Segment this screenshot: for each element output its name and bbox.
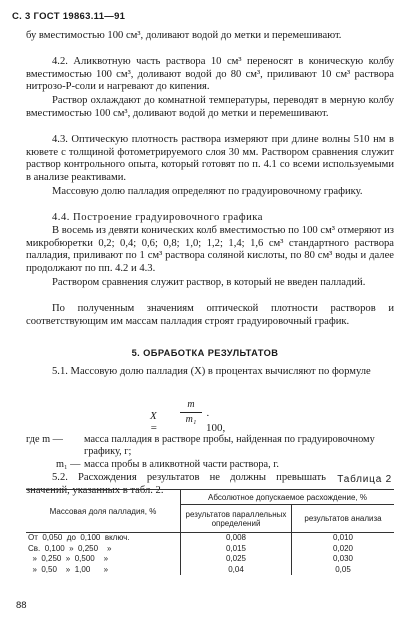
paragraph-5-2: 5.2. Расхождения результатов не должны превышать значений, указанных в табл. 2. [26, 472, 326, 496]
cell-range: От 0,050 до 0,100 включ. [26, 533, 181, 544]
formula-lhs: X = [150, 410, 158, 434]
paragraph-reference-solution: Раствором сравнения служит раствор, в который не введен палладий. [52, 277, 366, 288]
page-header: С. 3 ГОСТ 19863.11—91 [12, 11, 126, 22]
cell-parallel: 0,015 [181, 544, 292, 555]
page-number: 88 [16, 600, 27, 611]
where-term: m₁ — [56, 459, 81, 470]
paragraph-cooling: Раствор охлаждают до комнатной температуры, переводят в мерную колбу вместимостью 100 см³, доливают водой до метки и перемешивают. [26, 95, 394, 119]
paragraph-calibration-graph: По полученным значениям оптической плотности растворов и соответствующим им массам палладия строят градуировочный график. [26, 303, 394, 327]
where-item-m1 [26, 459, 396, 471]
where-item-m [26, 434, 396, 458]
cell-range: » 0,250 » 0,500 » [26, 554, 181, 565]
table-row [26, 554, 394, 565]
col-header-mass-fraction: Массовая доля палладия, % [26, 490, 181, 533]
paragraph-5-1: 5.1. Массовую долю палладия (X) в процентах вычисляют по формуле [52, 366, 371, 377]
subsection-4-4-title: 4.4. Построение градуировочного графика [52, 212, 263, 223]
col-group-header: Абсолютное допускаемое расхождение, % [181, 490, 395, 505]
where-definition: масса палладия в растворе пробы, найденная по градуировочному графику, г; [84, 434, 375, 457]
table-row [26, 533, 394, 544]
cell-analysis: 0,05 [335, 564, 351, 574]
col-header-parallel: результатов параллельных определений [181, 505, 292, 533]
cell-analysis: 0,020 [332, 543, 354, 553]
table-row [26, 565, 394, 576]
section-title: 5. ОБРАБОТКА РЕЗУЛЬТАТОВ [131, 348, 279, 358]
formula-fraction [180, 399, 202, 426]
paragraph-mass-fraction: Массовую долю палладия определяют по градуировочному графику. [52, 186, 363, 197]
formula-numerator: m [187, 399, 195, 410]
table-caption: Таблица 2 [337, 474, 392, 485]
cell-parallel: 0,025 [181, 554, 292, 565]
cell-analysis: 0,010 [332, 533, 354, 542]
col-header-analysis: результатов анализа [292, 505, 395, 533]
paragraph-4-3: 4.3. Оптическую плотность раствора измеряют при длине волны 510 нм в кювете с толщиной фотометрируемого слоя 30 мм. Раствором сравнения служит раствор контрольного опыта, который готовят по п. 4.1 со всеми используемыми в анализе реактивами. [26, 134, 394, 183]
fraction-bar [180, 412, 202, 413]
paragraph-4-4: В восемь из девяти конических колб вместимостью по 100 см³ отмеряют из микробюретки 0,2; 0,4; 0,6; 0,8; 1,0; 1,2; 1,4; 1,6 см³ стандартного раствора палладия, приливают по 1 см³ раствора соляной кислоты, по 80 см³ воды и далее продолжают по пп. 4.2 и 4.3. [26, 225, 394, 274]
cell-range: Св. 0,100 » 0,250 » [26, 544, 181, 555]
where-definition: масса пробы в аликвотной части раствора, г. [84, 459, 279, 470]
paragraph-continuation: бу вместимостью 100 см³, доливают водой до метки и перемешивают. [26, 30, 342, 41]
paragraph-4-2: 4.2. Аликвотную часть раствора 10 см³ переносят в коническую колбу вместимостью 100 см³, доливают водой до 80 см³, приливают 10 см³ раствора нитрозо-Р-соли и нагревают до кипения. [26, 56, 394, 93]
cell-parallel: 0,008 [181, 533, 292, 544]
table-2 [26, 489, 394, 575]
where-term: где m — [26, 434, 63, 445]
table-row [26, 544, 394, 555]
cell-analysis: 0,030 [332, 554, 354, 563]
formula-rhs: · 100, [206, 410, 226, 434]
cell-range: » 0,50 » 1,00 » [26, 565, 181, 576]
cell-parallel: 0,04 [181, 565, 292, 576]
formula-denominator: m₁ [185, 414, 197, 425]
